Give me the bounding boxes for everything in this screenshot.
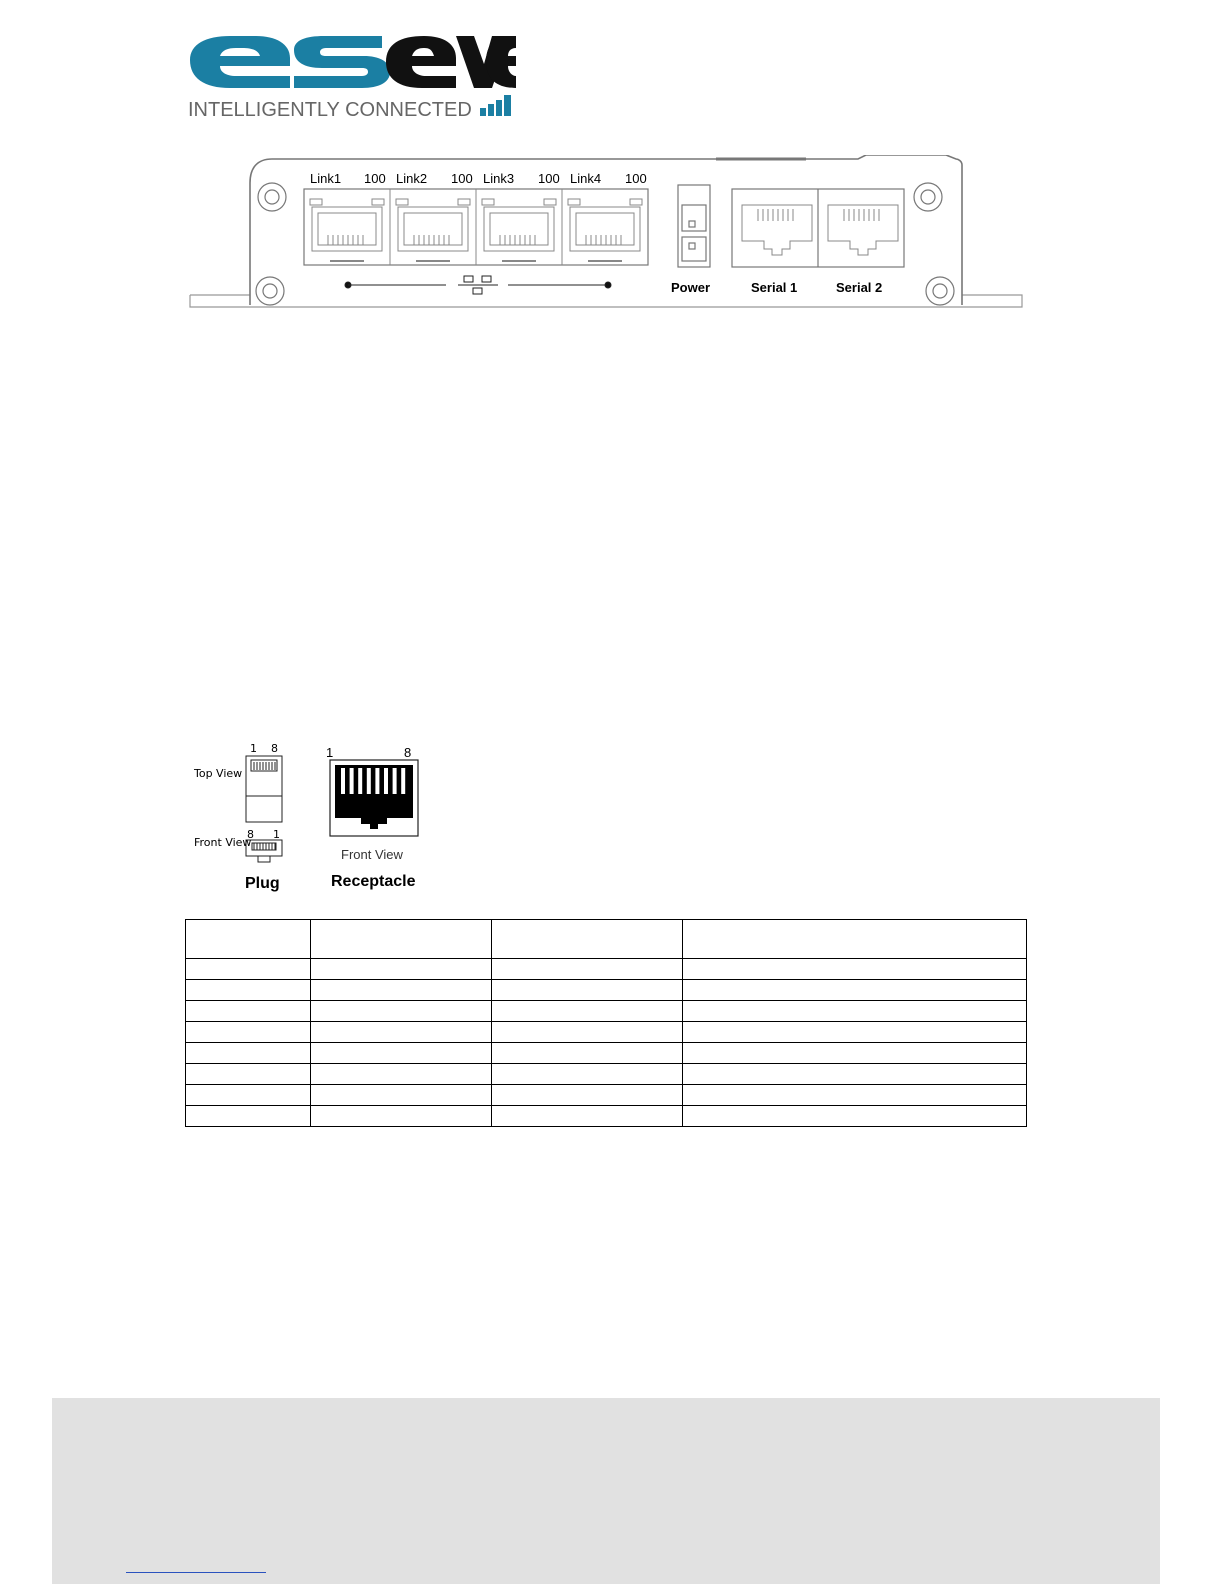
table-cell	[683, 959, 1027, 980]
table-cell	[683, 920, 1027, 959]
footer-link[interactable]	[126, 1554, 266, 1573]
serial2-label: Serial 2	[836, 280, 883, 295]
link3-speed-label: 100	[538, 171, 560, 186]
power-label: Power	[671, 280, 711, 295]
table-cell	[310, 1064, 491, 1085]
link4-speed-label: 100	[625, 171, 647, 186]
table-cell	[186, 1085, 311, 1106]
link2-label: Link2	[396, 171, 428, 186]
serial1-label: Serial 1	[751, 280, 798, 295]
table-cell	[310, 980, 491, 1001]
table-cell	[683, 1085, 1027, 1106]
table-cell	[491, 920, 683, 959]
ethernet-port	[390, 189, 470, 265]
front-view-label: Front View	[194, 836, 252, 849]
receptacle-view-label: Front View	[341, 847, 403, 862]
plug-front-pin-1: 1	[273, 828, 280, 841]
table-cell	[310, 920, 491, 959]
plug-front-pin-8: 8	[247, 828, 254, 841]
table-cell	[491, 980, 683, 1001]
eseye-logo	[186, 30, 526, 126]
table-cell	[310, 1001, 491, 1022]
receptacle-pin-1: 1	[326, 745, 334, 760]
table-cell	[683, 1022, 1027, 1043]
plug-top-view-icon	[246, 756, 282, 822]
table-cell	[491, 1064, 683, 1085]
table-row	[186, 1001, 1027, 1022]
table-row	[186, 1043, 1027, 1064]
table-cell	[186, 920, 311, 959]
receptacle-front-icon	[330, 760, 418, 836]
table-cell	[310, 1085, 491, 1106]
signal-bars-icon	[480, 95, 511, 116]
table-cell	[491, 1085, 683, 1106]
table-cell	[491, 1043, 683, 1064]
table-cell	[186, 1001, 311, 1022]
table-cell	[683, 1064, 1027, 1085]
table-cell	[683, 1001, 1027, 1022]
top-view-label: Top View	[194, 767, 243, 780]
link4-label: Link4	[570, 171, 602, 186]
link1-speed-label: 100	[364, 171, 386, 186]
serial-port	[742, 205, 812, 255]
logo-tagline: INTELLIGENTLY CONNECTED	[188, 99, 472, 121]
table-cell	[310, 1022, 491, 1043]
serial-port	[828, 205, 898, 255]
table-cell	[491, 1001, 683, 1022]
plug-caption: Plug	[245, 875, 280, 892]
table-cell	[310, 1043, 491, 1064]
receptacle-caption: Receptacle	[331, 873, 416, 890]
table-row	[186, 1064, 1027, 1085]
table-cell	[683, 1106, 1027, 1127]
power-connector	[678, 185, 710, 267]
device-front-panel	[186, 155, 1026, 315]
table-cell	[491, 1022, 683, 1043]
table-cell	[186, 1106, 311, 1127]
table-row	[186, 959, 1027, 980]
ethernet-port	[310, 199, 384, 261]
ethernet-port	[476, 189, 556, 265]
table-cell	[186, 959, 311, 980]
table-cell	[186, 1064, 311, 1085]
table-cell	[186, 980, 311, 1001]
table-row	[186, 1106, 1027, 1127]
pinout-table	[185, 919, 1027, 1127]
plug-top-pin-1: 1	[250, 742, 257, 755]
table-row	[186, 1022, 1027, 1043]
table-cell	[310, 959, 491, 980]
table-cell	[491, 1106, 683, 1127]
network-icon	[345, 276, 611, 294]
table-cell	[683, 1043, 1027, 1064]
table-cell	[683, 980, 1027, 1001]
receptacle-pin-8: 8	[404, 745, 412, 760]
ethernet-port	[562, 189, 642, 265]
table-cell	[186, 1022, 311, 1043]
table-header-row	[186, 920, 1027, 959]
table-cell	[491, 959, 683, 980]
page-footer	[52, 1398, 1160, 1584]
rj45-connector-diagram	[186, 740, 436, 900]
table-cell	[310, 1106, 491, 1127]
link2-speed-label: 100	[451, 171, 473, 186]
table-row	[186, 980, 1027, 1001]
plug-top-pin-8: 8	[271, 742, 278, 755]
link3-label: Link3	[483, 171, 515, 186]
link1-label: Link1	[310, 171, 342, 186]
table-cell	[186, 1043, 311, 1064]
table-row	[186, 1085, 1027, 1106]
